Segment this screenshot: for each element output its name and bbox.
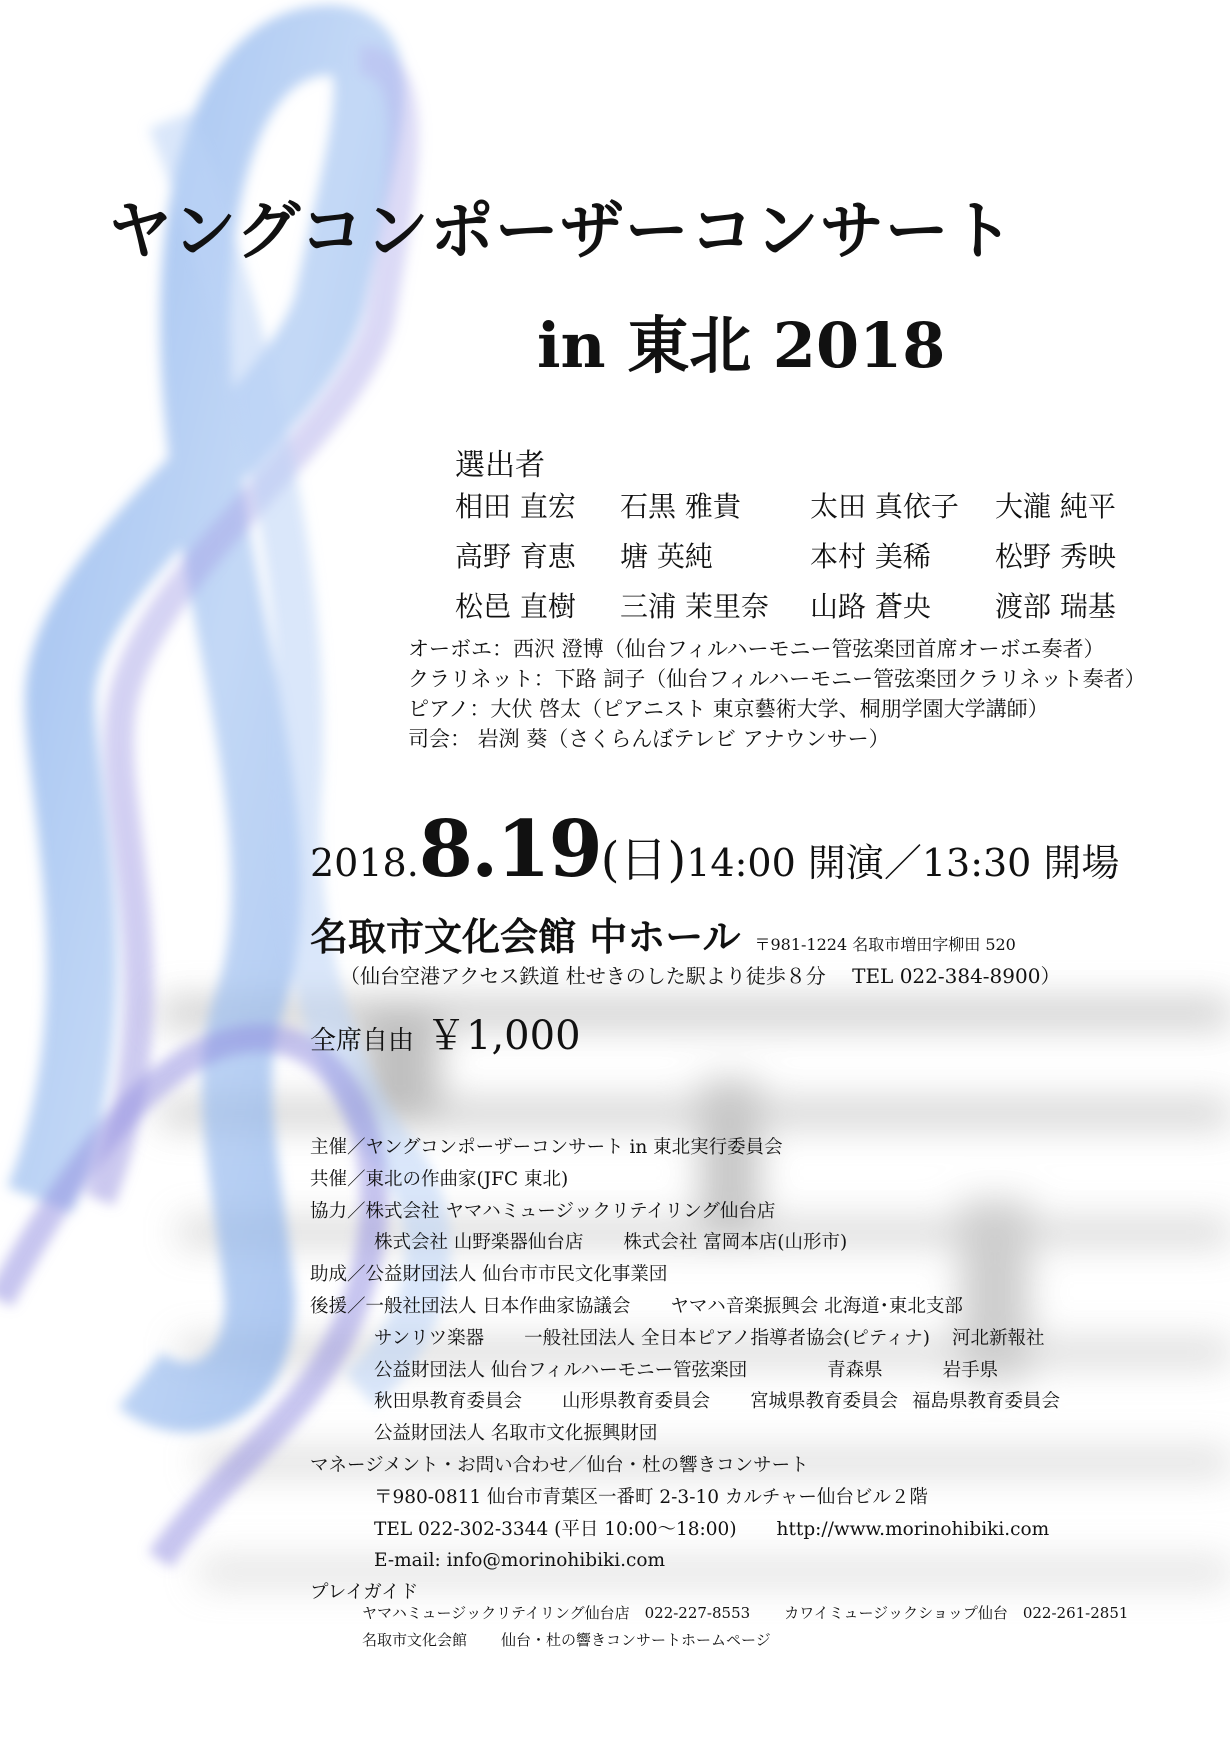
credit-item: 福島県教育委員会	[912, 1391, 1061, 1413]
role-piano: ピアノ：大伏 啓太（ピアニスト 東京藝術大学、桐朋学園大学講師）	[408, 697, 1049, 721]
performers-list	[455, 485, 1155, 625]
management-tel: TEL 022-302-3344 (平日 10:00～18:00)	[374, 1518, 737, 1540]
venue-access: （仙台空港アクセス鉄道 杜せきのした駅より徒歩８分 TEL 022-384-8900）	[340, 964, 1061, 988]
date-weekday: (日)	[600, 832, 687, 888]
credit-host: 主催／ヤングコンポーザーコンサート in 東北実行委員会	[310, 1137, 783, 1158]
performer: 渡部 瑞基	[995, 590, 1116, 623]
performer: 高野 育恵	[455, 540, 576, 573]
credit-item: ヤマハ音楽振興会 北海道･東北支部	[670, 1295, 963, 1317]
performer: 石黒 雅貴	[620, 490, 741, 523]
credit-support-cont: 公益財団法人 名取市文化振興財団	[374, 1423, 658, 1445]
performers-heading: 選出者	[455, 448, 545, 483]
date-month-day: 8.19	[418, 804, 601, 895]
performer: 大瀧 純平	[995, 490, 1116, 523]
credit-support	[310, 1291, 1060, 1323]
credit-support-cont	[310, 1386, 1060, 1418]
credit-cooperation-cont	[310, 1227, 1060, 1259]
concert-date	[310, 804, 1119, 895]
credit-grant: 助成／公益財団法人 仙台市市民文化事業団	[310, 1264, 668, 1286]
playguide-heading: プレイガイド	[310, 1582, 419, 1604]
playguide-item: カワイミュージックショップ仙台 022-261-2851	[784, 1604, 1129, 1622]
performer: 本村 美稀	[810, 540, 931, 573]
performer: 相田 直宏	[455, 490, 576, 523]
credit-management: マネージメント・お問い合わせ／仙台・杜の響きコンサート	[310, 1454, 809, 1476]
playguide-list	[362, 1600, 1128, 1654]
management-contact	[310, 1514, 1060, 1546]
playguide-item: ヤマハミュージックリテイリング仙台店 022-227-8553	[362, 1604, 751, 1622]
credit-item: 秋田県教育委員会	[374, 1391, 523, 1413]
playguide-row	[362, 1627, 1128, 1654]
performer: 山路 蒼央	[810, 590, 931, 623]
performer: 太田 真依子	[810, 490, 959, 523]
role-clarinet: クラリネット：下路 詞子（仙台フィルハーモニー管弦楽団クラリネット奏者）	[408, 667, 1146, 691]
performer: 三浦 茉里奈	[620, 590, 769, 623]
playguide-row	[362, 1600, 1128, 1627]
credit-item: 河北新報社	[951, 1327, 1045, 1349]
credit-support-cont	[310, 1323, 1060, 1355]
credit-item: 公益財団法人 仙台フィルハーモニー管弦楽団	[374, 1359, 748, 1381]
credit-item: 青森県	[827, 1359, 883, 1381]
playguide-item: 仙台・杜の響きコンサートホームページ	[501, 1631, 771, 1649]
role-mc: 司会： 岩渕 葵（さくらんぼテレビ アナウンサー）	[408, 727, 890, 751]
credit-item: 後援／一般社団法人 日本作曲家協議会	[310, 1295, 631, 1317]
playguide-item: 名取市文化会館	[362, 1631, 468, 1649]
credits	[310, 1132, 1060, 1609]
credit-cooperation: 協力／株式会社 ヤマハミュージックリテイリング仙台店	[310, 1200, 776, 1222]
price-amount: ￥1,000	[426, 1013, 581, 1059]
credit-item: 株式会社 山野楽器仙台店	[374, 1232, 584, 1254]
venue-address: 〒981-1224 名取市増田字柳田 520	[754, 935, 1016, 954]
performer: 塘 英純	[620, 540, 713, 573]
performer: 松邑 直樹	[455, 590, 576, 623]
venue-name: 名取市文化会館 中ホール	[310, 914, 741, 959]
title-line-2: in 東北 2018	[537, 309, 946, 382]
credit-item: 山形県教育委員会	[562, 1391, 711, 1413]
performer: 松野 秀映	[995, 540, 1116, 573]
credit-item: サンリツ楽器	[374, 1327, 485, 1349]
credit-item: 株式会社 富岡本店(山形市)	[623, 1232, 848, 1254]
credit-cohost: 共催／東北の作曲家(JFC 東北)	[310, 1168, 569, 1190]
management-address: 〒980-0811 仙台市青葉区一番町 2-3-10 カルチャー仙台ビル２階	[374, 1486, 928, 1508]
credit-support-cont	[310, 1355, 1060, 1387]
management-email[interactable]: E-mail: info@morinohibiki.com	[374, 1550, 666, 1572]
price-label: 全席自由	[310, 1026, 415, 1056]
management-url[interactable]: http://www.morinohibiki.com	[776, 1518, 1050, 1540]
date-time: 14:00 開演／13:30 開場	[686, 841, 1120, 885]
venue	[310, 906, 1016, 961]
ticket-price	[310, 1004, 581, 1061]
credit-item: 一般社団法人 全日本ピアノ指導者協会(ピティナ)	[524, 1327, 930, 1349]
date-year: 2018.	[310, 841, 419, 885]
guest-roles	[408, 634, 1146, 754]
credit-item: 宮城県教育委員会	[750, 1391, 899, 1413]
title-line-1: ヤングコンポーザーコンサート	[108, 194, 1015, 269]
credit-item: 岩手県	[942, 1359, 999, 1381]
role-oboe: オーボエ：西沢 澄博（仙台フィルハーモニー管弦楽団首席オーボエ奏者）	[408, 637, 1105, 661]
